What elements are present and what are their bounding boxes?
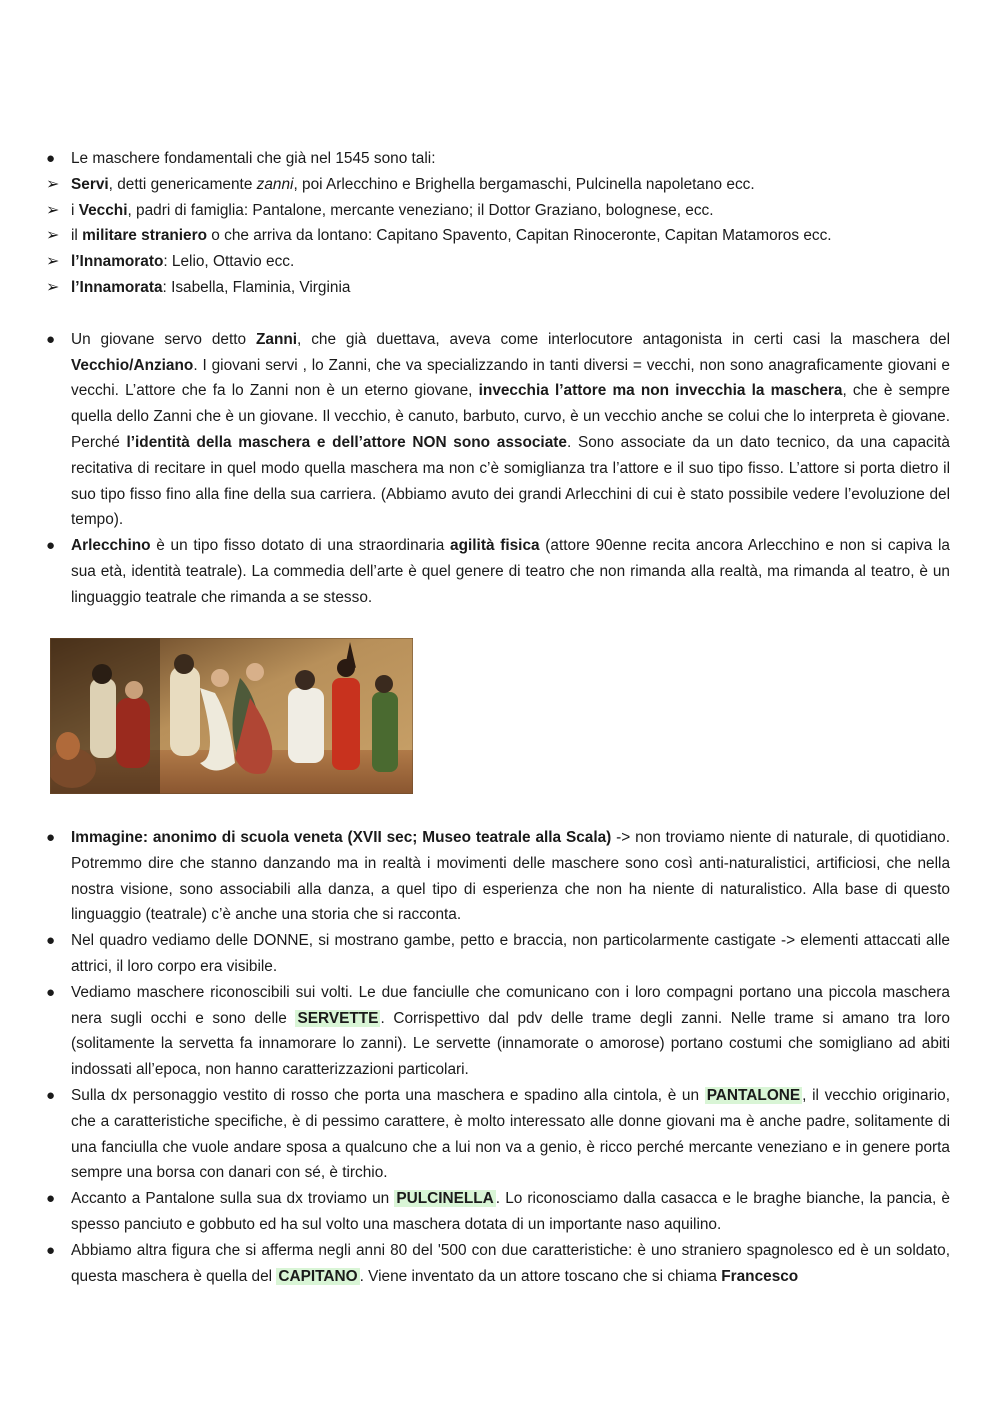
arrow-bullet-icon: ➢	[46, 227, 60, 245]
type-name: Vecchi	[78, 201, 128, 219]
bullet-icon: ●	[46, 150, 56, 167]
bullet-icon: ●	[46, 537, 56, 555]
paragraph-arlecchino: ● Arlecchino è un tipo fisso dotato di una straordinaria agilità fisica (attore 90enne recita ancora Arlecchino e non si capiva la sua età, identità teatrale). La commedia dell’arte è quel genere di teatro che non rimanda alla realtà, ma rimanda al teatro, è un linguaggio teatrale che rimanda a se stesso.	[46, 533, 950, 610]
list-item-militare: ➢ il militare straniero o che arriva da lontano: Capitano Spavento, Capitan Rinoceronte, Capitan Matamoros ecc.	[46, 223, 950, 249]
bullet-icon: ●	[46, 983, 56, 1001]
type-name: militare straniero	[82, 227, 208, 245]
type-name: l’Innamorato	[71, 253, 164, 271]
spacer	[46, 301, 950, 327]
list-item-innamorato: ➢ l’Innamorato: Lelio, Ottavio ecc.	[46, 249, 950, 275]
type-name: l’Innamorata	[71, 278, 163, 296]
paragraph-zanni: ● Un giovane servo detto Zanni, che già duettava, aveva come interlocutore antagonista in certi casi la maschera del Vecchio/Anziano. I giovani servi , lo Zanni, che va specializzando in tanti diversi = vecchi, non sono anagraficamente giovani e vecchi. L’attore che fa lo Zanni non è un eterno giovane, invecchia l’attore ma non invecchia la maschera, che è sempre quella dello Zanni che è un giovane. Il vecchio, è canuto, barbuto, curvo, è un vecchio anche se colui che lo interpreta è giovane. Perché l’identità della maschera e dell’attore NON sono associate. Sono associate da un dato tecnico, da una capacità recitativa di recitare in quel modo quella maschera ma non c’è somiglianza tra l’attore e il suo tipo fisso. L’attore si porta dietro il suo tipo fisso fino alla fine della sua carriera. (Abbiamo avuto dei grandi Arlecchini di cui è stato possibile vedere l’evoluzione del tempo).	[46, 327, 950, 533]
bullet-icon: ●	[46, 829, 56, 846]
paragraph-pantalone: ● Sulla dx personaggio vestito di rosso che porta una maschera e spadino alla cintola, è un PANTALONE , il vecchio originario, che a caratteristiche specifiche, è di pessimo carattere, è molto interessato alle donne giovani ma è anche padre, solitamente di una fanciulla che vuole andare sposa a qualcuno che a lui non va a genio, è ricco perché mercante veneziano e in genere porta sempre una borsa con danari con sé, è tirchio.	[46, 1083, 950, 1186]
lower-content	[46, 825, 950, 1289]
bullet-icon: ●	[46, 1086, 56, 1104]
type-name: Servi	[71, 175, 109, 193]
bullet-icon: ●	[46, 932, 56, 950]
highlight-pantalone: PANTALONE	[706, 1086, 801, 1104]
highlight-capitano: CAPITANO	[278, 1267, 358, 1285]
list-item-innamorata: ➢ l’Innamorata: Isabella, Flaminia, Virginia	[46, 275, 950, 301]
list-item-vecchi: ➢ i Vecchi, padri di famiglia: Pantalone, mercante veneziano; il Dottor Graziano, bolognese, ecc.	[46, 198, 950, 224]
bullet-icon: ●	[46, 1190, 56, 1208]
highlight-servette: SERVETTE	[297, 1009, 379, 1027]
bullet-icon: ●	[46, 1241, 56, 1259]
upper-content	[46, 146, 950, 611]
paragraph-pulcinella: ● Accanto a Pantalone sulla sua dx troviamo un PULCINELLA . Lo riconosciamo dalla casacca e le braghe bianche, la pancia, è spesso panciuto e gobbuto ed ha sul volto una maschera dotata di un importante naso aquilino.	[46, 1186, 950, 1238]
bullet-icon: ●	[46, 330, 56, 348]
paragraph-donne: ● Nel quadro vediamo delle DONNE, si mostrano gambe, petto e braccia, non particolarmente castigate -> elementi attaccati alle attrici, il loro corpo era visibile.	[46, 928, 950, 980]
commedia-painting-image	[50, 638, 413, 794]
paragraph-immagine: ● Immagine: anonimo di scuola veneta (XVII sec; Museo teatrale alla Scala) -> non troviamo niente di naturale, di quotidiano. Potremmo dire che stanno danzando ma in realtà i movimenti delle maschere sono così anti-naturalistici, artificiosi, che nella nostra visione, sono associabili alla danza, a quel tipo di esperienza che non ha niente di naturalistico. Alla base di questo linguaggio (teatrale) c’è anche una storia che si racconta.	[46, 825, 950, 928]
arrow-bullet-icon: ➢	[46, 201, 60, 219]
paragraph-capitano: ● Abbiamo altra figura che si afferma negli anni 80 del '500 con due caratteristiche: è uno straniero spagnolesco ed è un soldato, questa maschera è quella del CAPITANO . Viene inventato da un attore toscano che si chiama Francesco	[46, 1238, 950, 1290]
highlight-pulcinella: PULCINELLA	[396, 1190, 494, 1208]
list-item-intro	[46, 146, 950, 172]
paragraph-servette: ● Vediamo maschere riconoscibili sui volti. Le due fanciulle che comunicano con i loro compagni portano una piccola maschera nera sugli occhi e sono delle SERVETTE . Corrispettivo dal pdv delle trame degli zanni. Nelle trame si amano tra loro (solitamente la servetta fa innamorare lo zanni). Le servette (innamorate o amorose) portano costumi che somigliano ad abiti indossati all’epoca, non hanno caratterizzazioni particolari.	[46, 980, 950, 1083]
intro-text: Le maschere fondamentali che già nel 1545 sono tali:	[71, 150, 436, 167]
arrow-bullet-icon: ➢	[46, 175, 60, 193]
list-item-servi: ➢ Servi, detti genericamente zanni, poi Arlecchino e Brighella bergamaschi, Pulcinella napoletano ecc.	[46, 172, 950, 198]
arrow-bullet-icon: ➢	[46, 278, 60, 296]
arrow-bullet-icon: ➢	[46, 253, 60, 271]
